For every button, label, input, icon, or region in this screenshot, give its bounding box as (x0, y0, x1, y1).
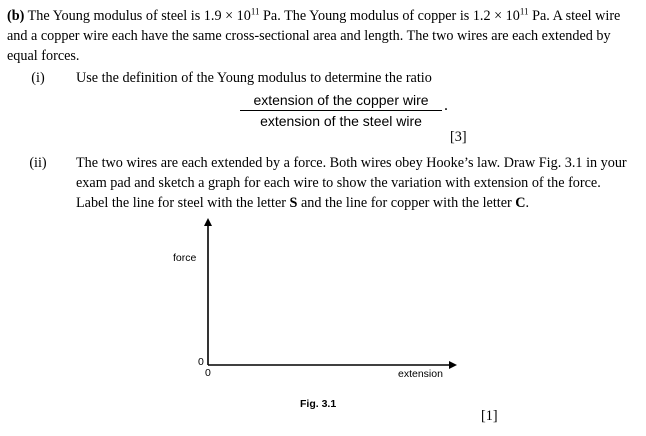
intro-text-2: Pa. The Young modulus of copper is 1.2 × 10 (259, 8, 520, 24)
fraction-trailing-dot: . (444, 97, 448, 114)
sub-ii-text-3: . (525, 195, 530, 211)
figure-caption: Fig. 3.1 (300, 398, 337, 410)
sub-ii-text-2: and the line for copper with the letter (297, 195, 516, 211)
origin-y-label: 0 (198, 356, 204, 368)
copper-letter: C (515, 195, 526, 211)
sub-i-text: Use the definition of the Young modulus to determine the ratio (76, 70, 432, 86)
steel-letter: S (289, 195, 298, 211)
marks-sub-ii: [1] (481, 408, 498, 424)
origin-x-label: 0 (205, 367, 211, 379)
y-axis-label: force (173, 252, 197, 264)
sub-ii-text (76, 153, 636, 213)
sub-ii-label: (ii) (29, 155, 47, 171)
sub-i-label: (i) (31, 70, 45, 86)
marks-sub-i: [3] (450, 129, 467, 145)
fraction-numerator: extension of the copper wire (240, 91, 442, 111)
fraction-denominator: extension of the steel wire (260, 113, 422, 129)
exponent-copper: 11 (519, 6, 529, 17)
ratio-fraction (240, 91, 442, 130)
part-label: (b) (7, 8, 25, 24)
intro-text-3: Pa. A steel wire and a copper wire each have the same cross-sectional area and length. The two wires are each extended by equal forces. (7, 8, 621, 64)
exponent-steel: 11 (250, 6, 260, 17)
x-axis-label: extension (398, 368, 443, 380)
sub-ii-text-1: The two wires are each extended by a force. Both wires obey Hooke’s law. Draw Fig. 3.1 in your exam pad and sketch a graph for each wire to show the variation with extension of the force. Label the line for steel with the letter (76, 155, 627, 211)
intro-text-1: The Young modulus of steel is 1.9 × 10 (24, 8, 251, 24)
figure-axes (0, 210, 646, 390)
question-intro (7, 6, 639, 66)
